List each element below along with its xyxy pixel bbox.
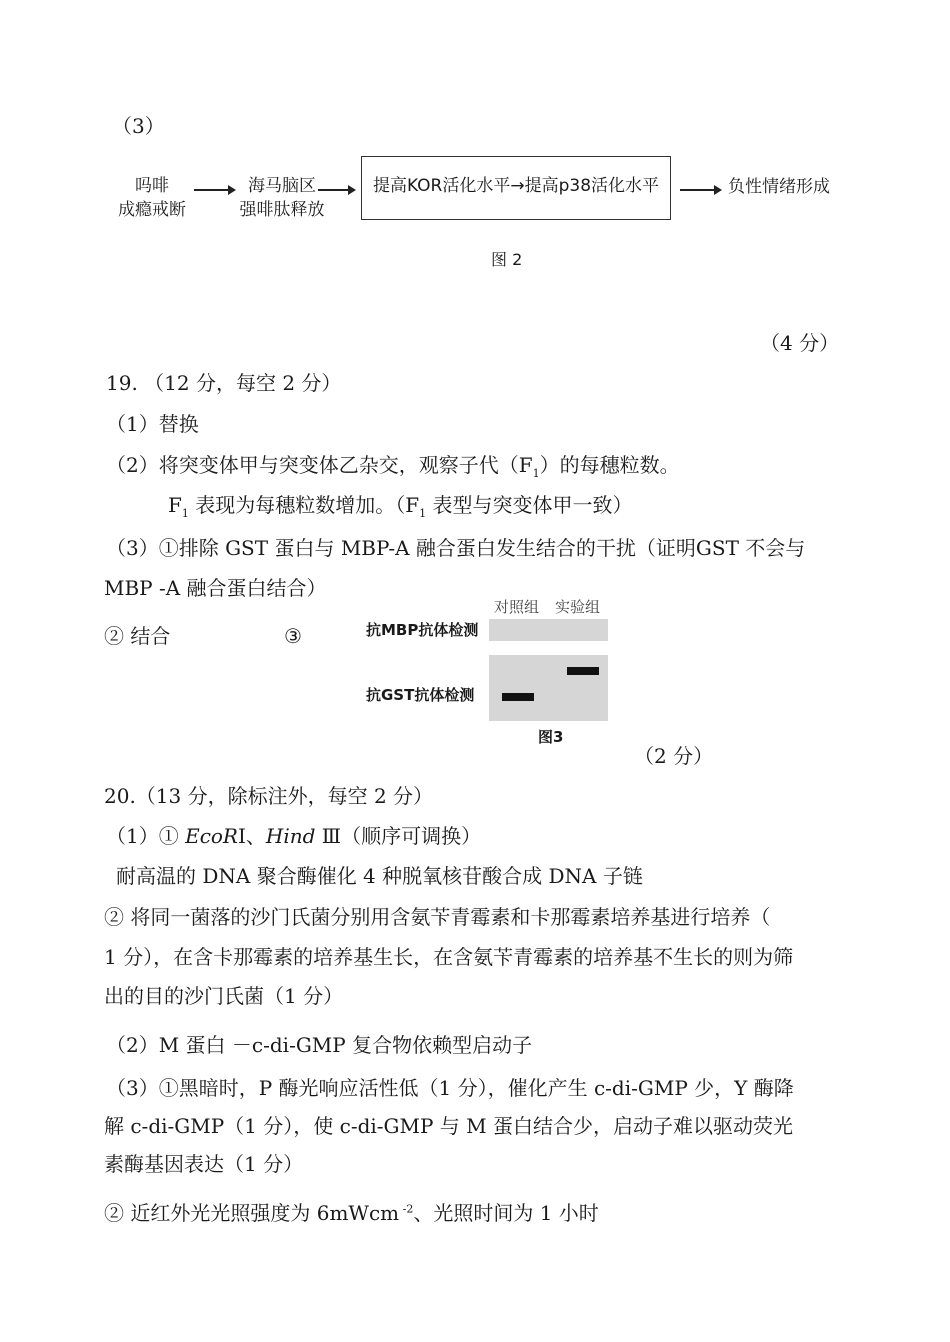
kor-p38-text: 提高KOR活化水平→提高p38活化水平 <box>372 176 660 196</box>
gst-blot <box>489 655 608 721</box>
q20-answer-1: （1）① EcoRⅠ、Hind Ⅲ（顺序可调换） <box>106 824 482 848</box>
section-3-label: （3） <box>112 114 165 138</box>
figure-3-caption: 图3 <box>538 728 564 746</box>
node-hippocampus: 海马脑区 强啡肽释放 <box>239 176 325 220</box>
arrow-3 <box>680 189 716 191</box>
row-mbp-label: 抗MBP抗体检测 <box>366 621 479 639</box>
q19-answer-3-line2: MBP -A 融合蛋白结合） <box>104 576 327 600</box>
q19-answer-3-3: ③ <box>284 624 302 648</box>
figure-2-caption: 图 2 <box>491 250 523 269</box>
q20-answer-2: （2）M 蛋白 －c-di-GMP 复合物依赖型启动子 <box>106 1033 533 1057</box>
q20-answer-3-line1: （3）①黑暗时，P 酶光响应活性低（1 分），催化产生 c-di-GMP 少，Y 酶降 <box>106 1076 794 1100</box>
node-morphine: 吗啡 成瘾戒断 <box>118 176 186 220</box>
q19-answer-2b: $F_1$ 表现为每穗粒数增加。（$F_1$ 表型与突变体甲一致） <box>168 493 633 520</box>
q20-answer-1c-line3: 出的目的沙门氏菌（1 分） <box>104 984 344 1008</box>
q19-answer-2: （2）将突变体甲与突变体乙杂交，观察子代$(F_1)$的每穗粒数。 <box>106 453 680 480</box>
score-4: （4 分） <box>760 331 840 355</box>
band-experiment <box>567 667 599 675</box>
q20-answer-1c-line2: 1 分），在含卡那霉素的培养基生长，在含氨苄青霉素的培养基不生长的则为筛 <box>104 945 794 969</box>
arrow-2 <box>318 189 350 191</box>
q20-answer-1b: 耐高温的 DNA 聚合酶催化 4 种脱氧核苷酸合成 DNA 子链 <box>116 864 643 888</box>
mbp-blot <box>489 619 608 641</box>
q19-header: 19. （12 分，每空 2 分） <box>106 371 342 395</box>
q20-answer-3-line3: 素酶基因表达（1 分） <box>104 1152 304 1176</box>
arrow-1 <box>194 189 230 191</box>
column-control: 对照组 <box>494 598 540 616</box>
node-negative-emotion: 负性情绪形成 <box>728 177 830 197</box>
q19-answer-1: （1）替换 <box>106 412 199 436</box>
row-gst-label: 抗GST抗体检测 <box>366 686 475 704</box>
q19-answer-3-2: ② 结合 <box>104 624 171 648</box>
score-2: （2 分） <box>634 744 714 768</box>
column-experiment: 实验组 <box>555 598 601 616</box>
q20-answer-3-line2: 解 c-di-GMP（1 分），使 c-di-GMP 与 M 蛋白结合少，启动子难以驱动荧光 <box>104 1114 794 1138</box>
band-control <box>502 693 534 701</box>
q20-header: 20.（13 分，除标注外，每空 2 分） <box>104 784 434 808</box>
q20-answer-3-2: ② 近红外光光照强度为 6mWcm $^{-2}$、光照时间为 1 小时 <box>104 1201 599 1225</box>
q19-answer-3-line1: （3）①排除 GST 蛋白与 MBP-A 融合蛋白发生结合的干扰（证明GST 不会与 <box>106 536 806 560</box>
q20-answer-1c-line1: ② 将同一菌落的沙门氏菌分别用含氨苄青霉素和卡那霉素培养基进行培养（ <box>104 905 771 929</box>
